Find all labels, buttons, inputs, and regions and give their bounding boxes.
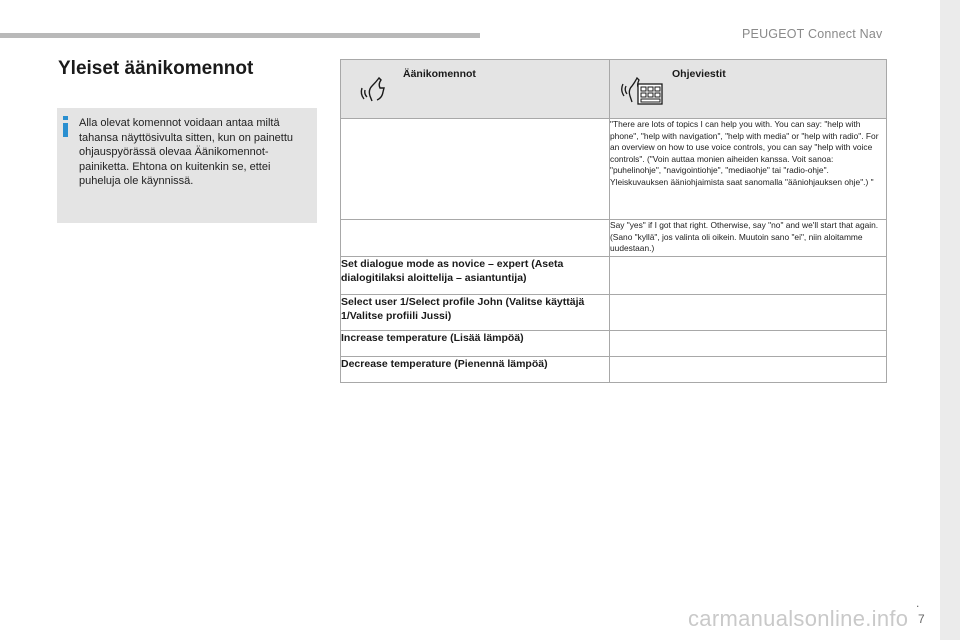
message-cell: [610, 331, 887, 357]
table-row: [341, 331, 887, 357]
info-icon-dot: [63, 116, 68, 120]
voice-commands-table: [340, 59, 887, 383]
info-box: [57, 108, 317, 223]
top-rule: [0, 33, 480, 38]
voice-command-icon: [359, 74, 389, 109]
message-cell: Say "yes" if I got that right. Otherwise, say "no" and we'll start that again. (Sano "kyllä", jos valinta oli oikein. Muutoin sano "ei", niin aloitamme uudestaan.): [610, 220, 887, 257]
message-cell: [610, 295, 887, 331]
command-cell: Increase temperature (Lisää lämpöä): [341, 331, 610, 357]
header-cell-messages: [610, 60, 887, 119]
message-cell: "There are lots of topics I can help you with. You can say: "help with phone", "help with navigation", "help with media" or "help with radio". For an overview on how to use voice controls, you can say "help with voice controls". ("Voin auttaa monien aiheiden kanssa. Voit sanoa: "puhelinohje", "navigointiohje", "mediaohje" tai "radio-ohje". Yleiskuvauksen ääniohjaimista saat sanomalla "ääniohjauksen ohje".) ": [610, 119, 887, 220]
brand-header: PEUGEOT Connect Nav: [742, 27, 883, 41]
message-cell: [610, 357, 887, 383]
header-label-commands: Äänikomennot: [403, 68, 476, 80]
command-cell: [341, 220, 610, 257]
voice-guide-icon: [620, 74, 664, 111]
command-cell: Set dialogue mode as novice – expert (Aseta dialogitilaksi aloittelija – asiantuntija): [341, 257, 610, 295]
table-row: [341, 119, 887, 220]
header-label-messages: Ohjeviestit: [672, 68, 726, 80]
watermark: carmanualsonline.info: [688, 606, 909, 631]
header-cell-commands: [341, 60, 610, 119]
command-cell: Select user 1/Select profile John (Valitse käyttäjä 1/Valitse profiili Jussi): [341, 295, 610, 331]
command-cell: [341, 119, 610, 220]
footer-marker: .: [916, 596, 920, 610]
table-row: [341, 295, 887, 331]
table-row: [341, 220, 887, 257]
table-header-row: [341, 60, 887, 119]
command-cell: Decrease temperature (Pienennä lämpöä): [341, 357, 610, 383]
info-text: Alla olevat komennot voidaan antaa miltä tahansa näyttösivulta sitten, kun on painettu ohjauspyörässä olevaa Äänikomennot-painiketta. Ehtona on kuitenkin se, ettei puheluja ole käynnissä.: [79, 117, 294, 187]
page-title: Yleiset äänikomennot: [58, 58, 254, 79]
table-row: [341, 257, 887, 295]
side-strip: [940, 0, 960, 640]
page-number: 7: [918, 612, 925, 626]
message-cell: [610, 257, 887, 295]
table-row: [341, 357, 887, 383]
info-icon: [63, 123, 68, 137]
